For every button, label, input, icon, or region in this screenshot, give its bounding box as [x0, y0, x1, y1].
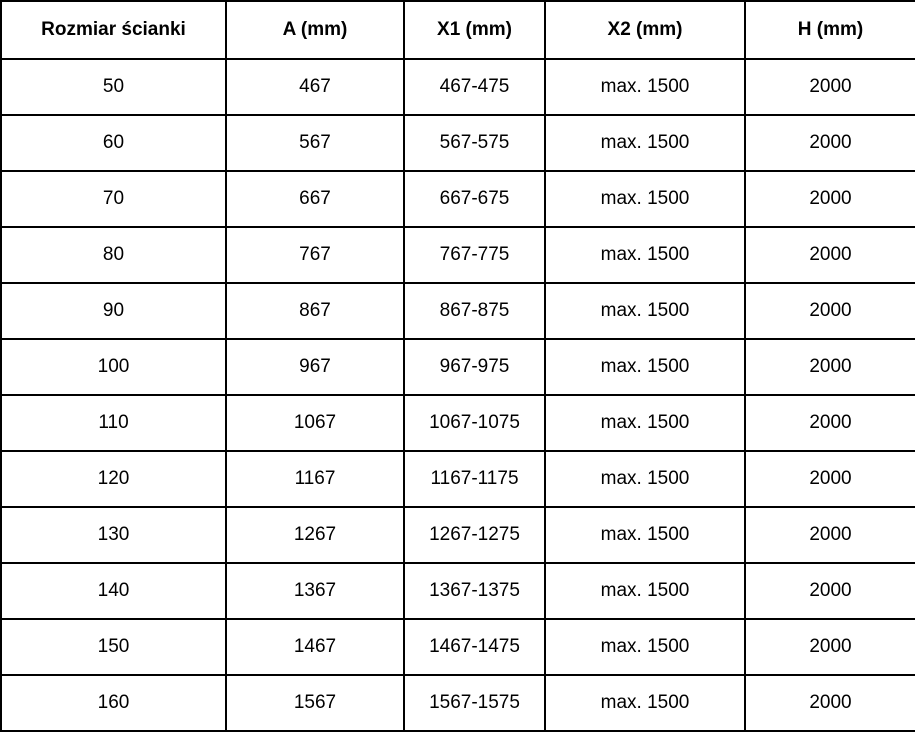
cell-wall-size: 60: [1, 115, 226, 171]
cell-x1: 567-575: [404, 115, 545, 171]
table-row: [1, 507, 915, 563]
cell-wall-size: 130: [1, 507, 226, 563]
cell-h: 2000: [745, 171, 915, 227]
cell-a: 1567: [226, 675, 404, 731]
table-body: [1, 59, 915, 731]
cell-x2: max. 1500: [545, 59, 745, 115]
cell-h: 2000: [745, 115, 915, 171]
cell-wall-size: 120: [1, 451, 226, 507]
table-row: [1, 227, 915, 283]
cell-h: 2000: [745, 451, 915, 507]
column-header-h: H (mm): [745, 1, 915, 59]
table-row: [1, 395, 915, 451]
cell-h: 2000: [745, 507, 915, 563]
table-row: [1, 675, 915, 731]
cell-x1: 1367-1375: [404, 563, 545, 619]
cell-wall-size: 80: [1, 227, 226, 283]
cell-a: 1467: [226, 619, 404, 675]
cell-wall-size: 100: [1, 339, 226, 395]
cell-x1: 1467-1475: [404, 619, 545, 675]
cell-x1: 667-675: [404, 171, 545, 227]
table-row: [1, 451, 915, 507]
cell-a: 1267: [226, 507, 404, 563]
table-row: [1, 339, 915, 395]
cell-x1: 867-875: [404, 283, 545, 339]
cell-h: 2000: [745, 59, 915, 115]
cell-a: 467: [226, 59, 404, 115]
cell-a: 667: [226, 171, 404, 227]
cell-h: 2000: [745, 339, 915, 395]
table-row: [1, 283, 915, 339]
cell-x1: 467-475: [404, 59, 545, 115]
cell-a: 867: [226, 283, 404, 339]
table-row: [1, 115, 915, 171]
column-header-a: A (mm): [226, 1, 404, 59]
cell-wall-size: 160: [1, 675, 226, 731]
table-row: [1, 171, 915, 227]
cell-x2: max. 1500: [545, 563, 745, 619]
cell-x2: max. 1500: [545, 395, 745, 451]
table-row: [1, 563, 915, 619]
cell-a: 1367: [226, 563, 404, 619]
cell-h: 2000: [745, 395, 915, 451]
cell-h: 2000: [745, 675, 915, 731]
cell-x1: 1267-1275: [404, 507, 545, 563]
column-header-wall-size: Rozmiar ścianki: [1, 1, 226, 59]
cell-a: 567: [226, 115, 404, 171]
cell-a: 967: [226, 339, 404, 395]
cell-wall-size: 140: [1, 563, 226, 619]
cell-x2: max. 1500: [545, 283, 745, 339]
cell-x2: max. 1500: [545, 171, 745, 227]
cell-a: 1167: [226, 451, 404, 507]
cell-h: 2000: [745, 619, 915, 675]
cell-h: 2000: [745, 563, 915, 619]
cell-x1: 967-975: [404, 339, 545, 395]
cell-x2: max. 1500: [545, 115, 745, 171]
cell-x1: 1067-1075: [404, 395, 545, 451]
cell-x1: 1167-1175: [404, 451, 545, 507]
table-row: [1, 59, 915, 115]
cell-x1: 767-775: [404, 227, 545, 283]
cell-h: 2000: [745, 227, 915, 283]
cell-wall-size: 110: [1, 395, 226, 451]
table-row: [1, 619, 915, 675]
cell-x2: max. 1500: [545, 619, 745, 675]
column-header-x2: X2 (mm): [545, 1, 745, 59]
cell-x1: 1567-1575: [404, 675, 545, 731]
table-header: [1, 1, 915, 59]
table-header-row: [1, 1, 915, 59]
cell-x2: max. 1500: [545, 451, 745, 507]
cell-h: 2000: [745, 283, 915, 339]
cell-wall-size: 70: [1, 171, 226, 227]
cell-x2: max. 1500: [545, 339, 745, 395]
cell-wall-size: 150: [1, 619, 226, 675]
cell-x2: max. 1500: [545, 227, 745, 283]
cell-wall-size: 90: [1, 283, 226, 339]
cell-x2: max. 1500: [545, 675, 745, 731]
cell-x2: max. 1500: [545, 507, 745, 563]
column-header-x1: X1 (mm): [404, 1, 545, 59]
cell-a: 767: [226, 227, 404, 283]
cell-wall-size: 50: [1, 59, 226, 115]
cell-a: 1067: [226, 395, 404, 451]
